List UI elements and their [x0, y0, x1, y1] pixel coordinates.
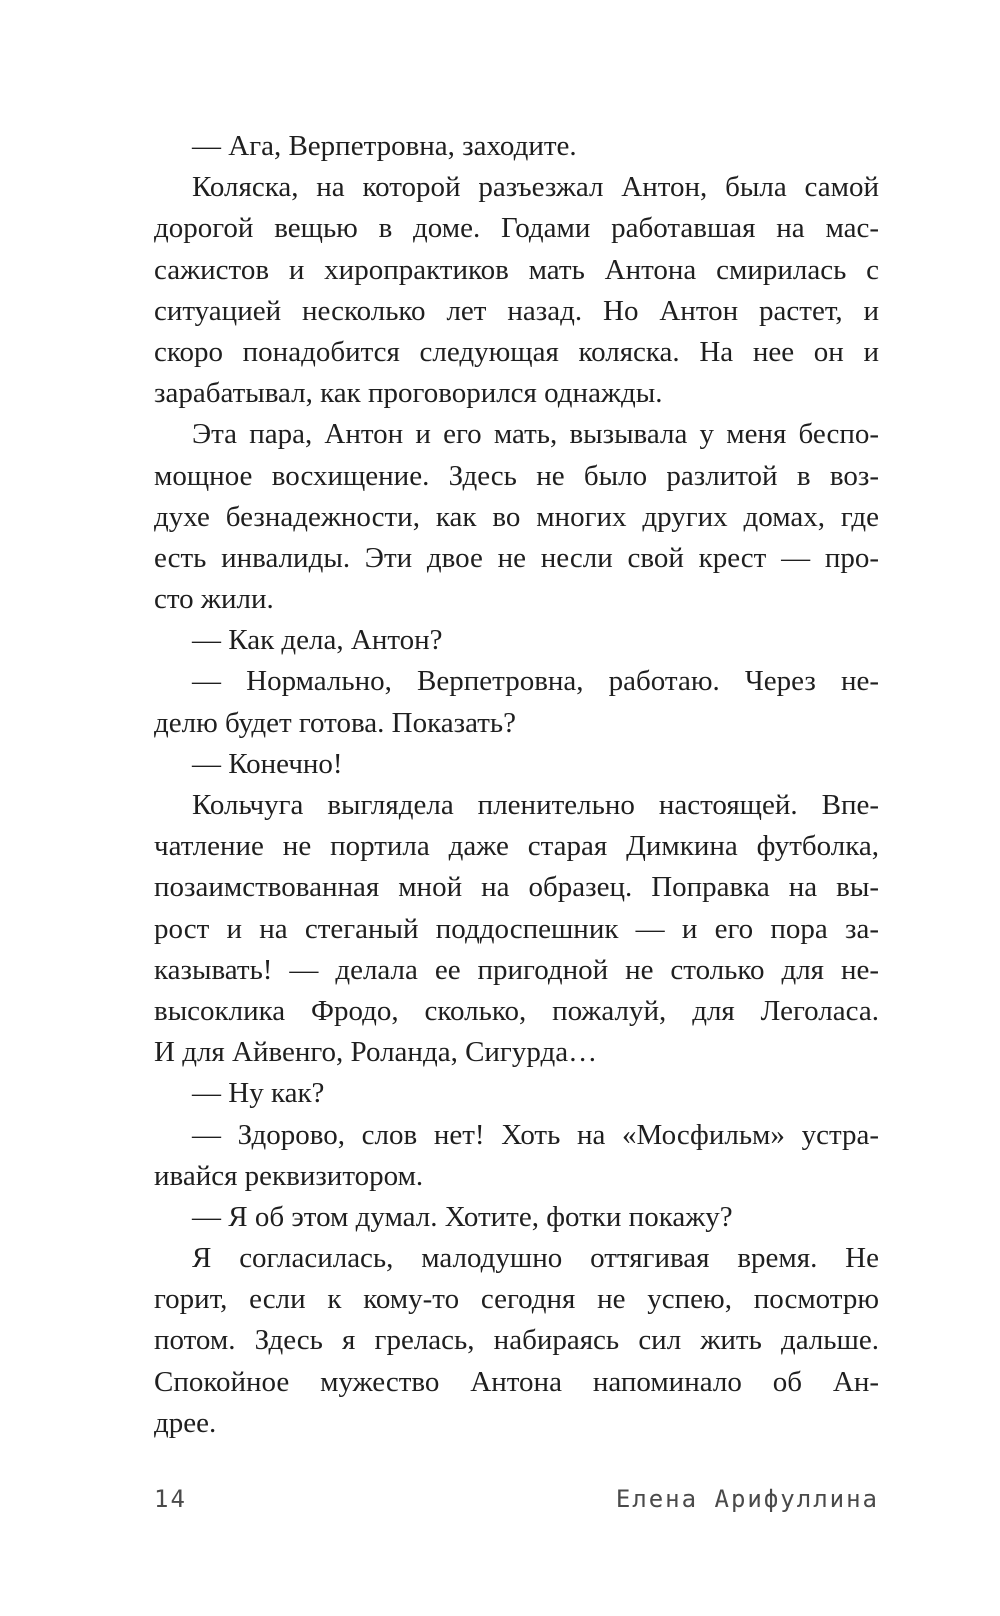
text-line: дрее. [154, 1406, 217, 1439]
text-line: — Ага, Верпетровна, заходите. [192, 130, 577, 162]
body-text [154, 126, 879, 1444]
text-line: Эта пара, Антон и его мать, вызывала у меня беспо- [192, 418, 879, 451]
text-line: казывать! — делала ее пригодной не столько для не- [154, 953, 879, 986]
text-line: есть инвалиды. Эти двое не несли свой крест — про- [154, 541, 879, 574]
page-footer [154, 1485, 879, 1519]
page-number: 14 [154, 1485, 187, 1513]
text-line: скоро понадобится следующая коляска. На нее он и [154, 335, 879, 368]
text-line: делю будет готова. Показать? [154, 706, 516, 739]
text-line: духе безнадежности, как во многих других домах, где [154, 500, 879, 533]
text-line: зарабатывал, как проговорился однажды. [154, 377, 663, 410]
text-line: позаимствованная мной на образец. Поправка на вы- [154, 871, 879, 904]
text-line: Спокойное мужество Антона напоминало об Ан- [154, 1365, 879, 1398]
text-line: потом. Здесь я грелась, набираясь сил жить дальше. [154, 1324, 879, 1357]
text-line: Коляска, на которой разъезжал Антон, была самой [192, 171, 879, 204]
text-line: — Здорово, слов нет! Хоть на «Мосфильм» устра- [192, 1118, 879, 1151]
text-line: высоклика Фродо, сколько, пожалуй, для Леголаса. [154, 994, 879, 1027]
text-line: Кольчуга выглядела пленительно настоящей. Впе- [192, 789, 879, 821]
text-line: дорогой вещью в доме. Годами работавшая на мас- [154, 212, 879, 245]
text-line: ситуацией несколько лет назад. Но Антон растет, и [154, 294, 879, 327]
text-line: ивайся реквизитором. [154, 1159, 424, 1192]
text-line: горит, если к кому-то сегодня не успею, посмотрю [154, 1283, 879, 1316]
text-line: сто жили. [154, 583, 274, 616]
text-line: — Ну как? [192, 1077, 325, 1110]
text-line: мощное восхищение. Здесь не было разлитой в воз- [154, 459, 879, 492]
text-line: сажистов и хиропрактиков мать Антона смирилась с [154, 253, 879, 286]
text-line: — Конечно! [192, 747, 343, 780]
text-line: чатление не портила даже старая Димкина футболка, [154, 830, 879, 863]
running-footer-author: Елена Арифуллина [615, 1485, 879, 1513]
text-line: — Как дела, Антон? [192, 624, 443, 657]
text-line: — Я об этом думал. Хотите, фотки покажу? [192, 1200, 733, 1233]
text-line: — Нормально, Верпетровна, работаю. Через не- [192, 665, 879, 698]
text-line: Я согласилась, малодушно оттягивая время. Не [192, 1242, 879, 1275]
text-line: рост и на стеганый поддоспешник — и его пора за- [154, 912, 879, 945]
text-line: И для Айвенго, Роланда, Сигурда… [154, 1036, 598, 1069]
